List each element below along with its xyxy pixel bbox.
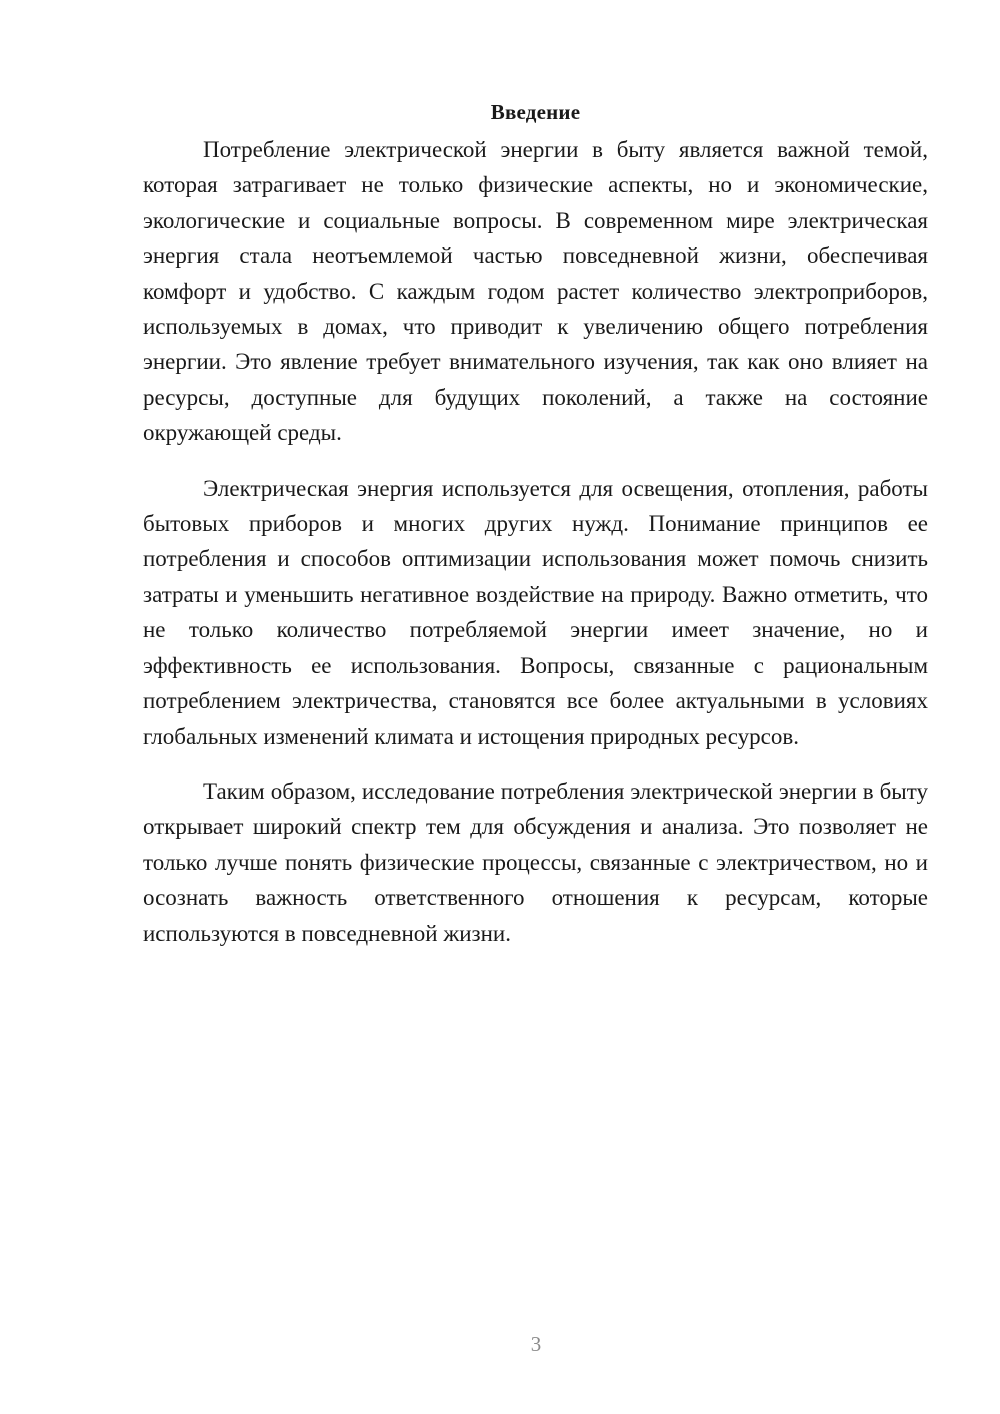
paragraph-3: Таким образом, исследование потребления электрической энергии в быту открывает широкий спектр тем для обсуждения и анализа. Это позволяет не только лучше понять физические процессы, связанные с электричеством, но и осознать важность ответственного отношения к ресурсам, которые используются в повседневной жизни. (143, 778, 928, 946)
paragraph-2: Электрическая энергия используется для освещения, отопления, работы бытовых приборов и многих других нужд. Понимание принципов ее потребления и способов оптимизации использования может помочь снизить затраты и уменьшить негативное воздействие на природу. Важно отметить, что не только количество потребляемой энергии имеет значение, но и эффективность ее использования. Вопросы, связанные с рациональным потреблением электричества, становятся все более актуальными в условиях глобальных изменений климата и истощения природных ресурсов. (143, 475, 928, 749)
section-title: Введение (490, 100, 581, 124)
page-number: 3 (530, 1332, 542, 1356)
paragraph-1: Потребление электрической энергии в быту является важной темой, которая затрагивает не только физические аспекты, но и экономические, экологические и социальные вопросы. В современном мире электрическая энергия стала неотъемлемой частью повседневной жизни, обеспечивая комфорт и удобство. С каждым годом растет количество электроприборов, используемых в домах, что приводит к увеличению общего потребления энергии. Это явление требует внимательного изучения, так как оно влияет на ресурсы, доступные для будущих поколений, а также на состояние окружающей среды. (143, 137, 928, 446)
page-content (143, 92, 928, 971)
